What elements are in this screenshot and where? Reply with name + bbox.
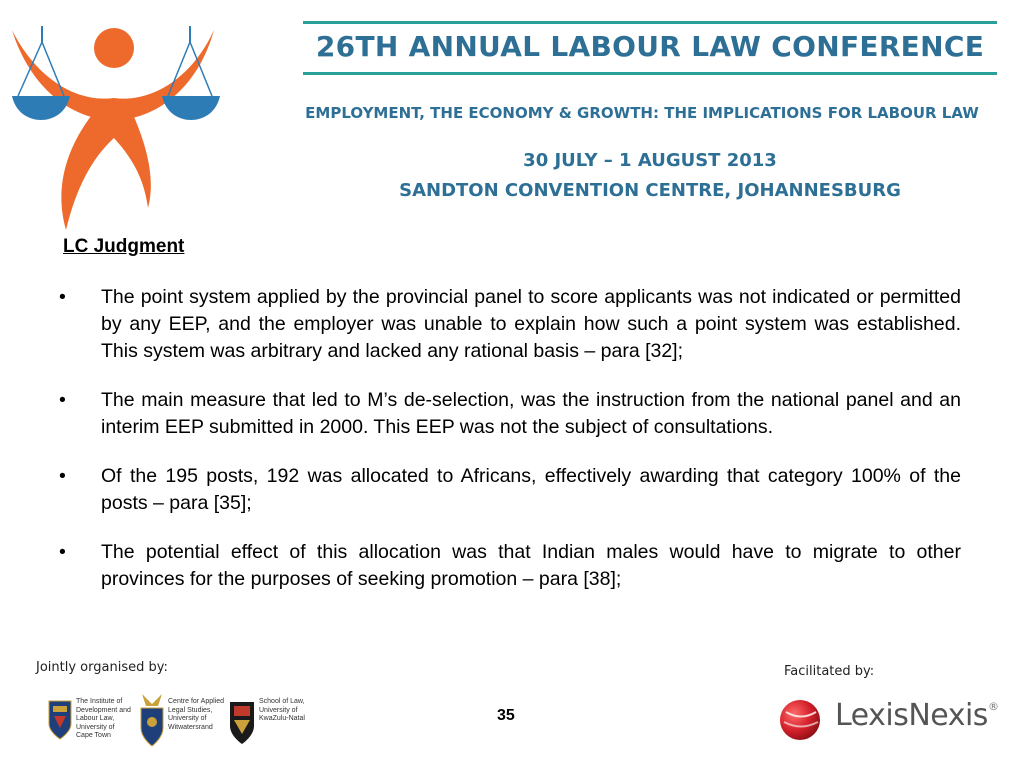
header-rule-bottom	[303, 72, 997, 75]
bullet-text: Of the 195 posts, 192 was allocated to Africans, effectively awarding that category 100% of the posts – para [35];	[101, 465, 961, 514]
bullet-marker: •	[59, 389, 66, 411]
bullet-item	[55, 387, 961, 441]
organiser-uct: The Institute of Development and Labour Law, University of Cape Town	[76, 698, 131, 739]
conference-venue: SANDTON CONVENTION CENTRE, JOHANNESBURG	[399, 180, 901, 201]
bullet-text: The main measure that led to M’s de-selection, was the instruction from the national panel and an interim EEP submitted in 2000. This EEP was not the subject of consultations.	[101, 389, 961, 438]
bullet-marker: •	[59, 541, 66, 563]
sponsor-name: LexisNexis	[835, 698, 988, 733]
organiser-wits: Centre for Applied Legal Studies, University of Witwatersrand	[168, 698, 225, 731]
bullet-list	[55, 284, 961, 615]
page-number: 35	[497, 707, 515, 724]
organiser-ukzn: School of Law, University of KwaZulu-Natal	[259, 698, 305, 722]
bullet-marker: •	[59, 286, 66, 308]
bullet-text: The potential effect of this allocation was that Indian males would have to migrate to other provinces for the purposes of seeking promotion – para [38];	[101, 541, 961, 590]
lexisnexis-wordmark	[835, 698, 998, 733]
bullet-item	[55, 539, 961, 593]
uct-crest-icon	[48, 700, 72, 740]
jointly-organised-label: Jointly organised by:	[36, 660, 168, 675]
header-rule-top	[303, 21, 997, 24]
conference-date: 30 JULY – 1 AUGUST 2013	[523, 150, 777, 171]
conference-logo	[6, 8, 226, 230]
registered-mark: ®	[987, 700, 999, 713]
wits-crest-icon	[138, 692, 166, 748]
bullet-text: The point system applied by the provincial panel to score applicants was not indicated or permitted by any EEP, and the employer was unable to explain how such a point system was established. This system was arbitrary and lacked any rational basis – para [32];	[101, 286, 961, 362]
facilitated-by-label: Facilitated by:	[784, 664, 875, 679]
bullet-item	[55, 463, 961, 517]
section-heading: LC Judgment	[63, 236, 185, 257]
ukzn-crest-icon	[228, 700, 256, 746]
bullet-marker: •	[59, 465, 66, 487]
bullet-item	[55, 284, 961, 365]
lexisnexis-globe-icon	[778, 698, 822, 742]
conference-title: 26TH ANNUAL LABOUR LAW CONFERENCE	[315, 30, 985, 63]
conference-theme: EMPLOYMENT, THE ECONOMY & GROWTH: THE IMPLICATIONS FOR LABOUR LAW	[305, 104, 979, 122]
